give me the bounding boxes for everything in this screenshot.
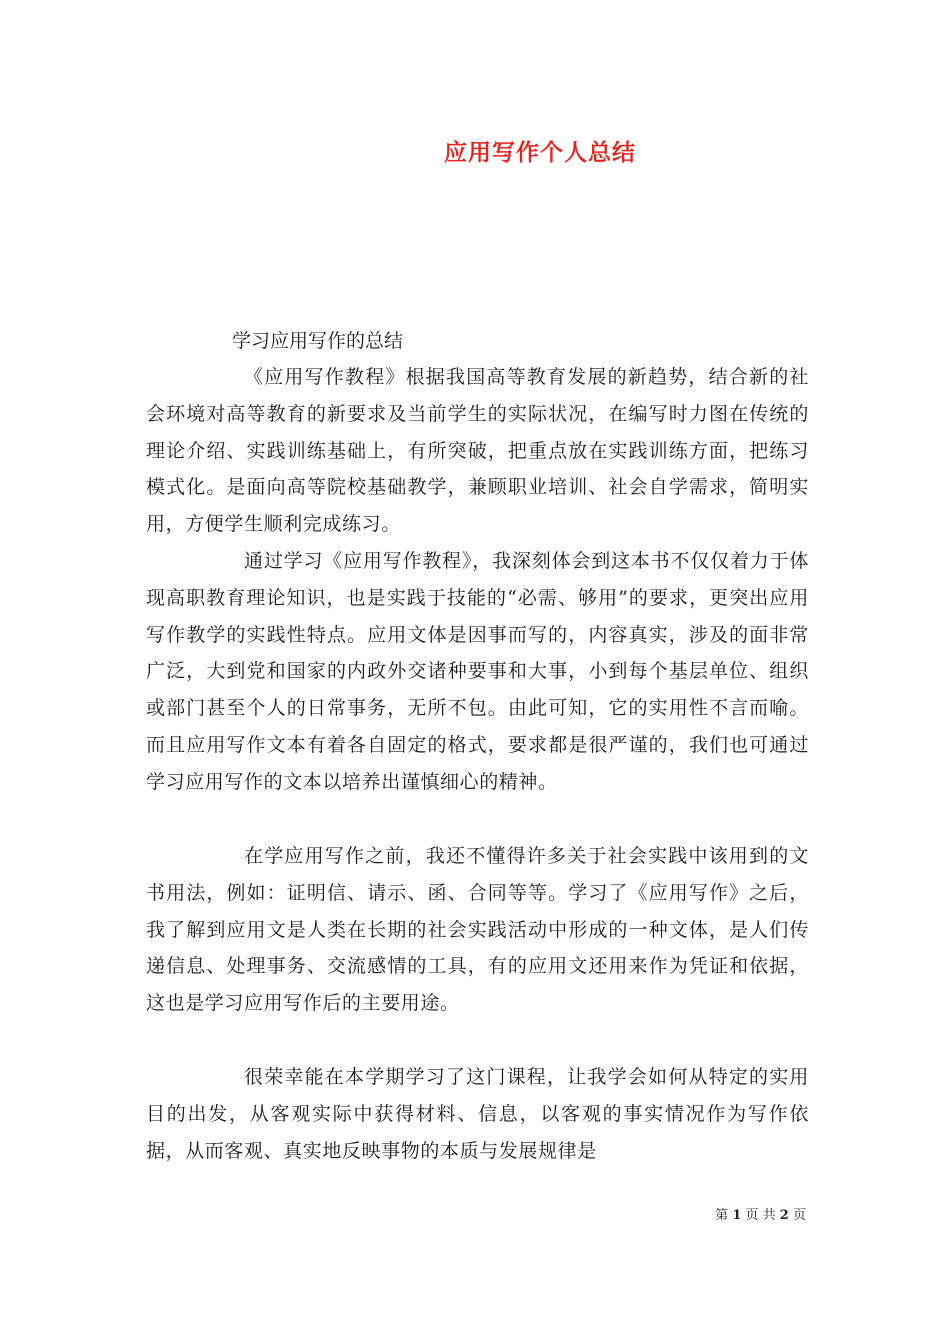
footer-current-page: 1 <box>732 1208 742 1223</box>
page-title: 应用写作个人总结 <box>444 139 636 166</box>
footer-middle: 页 共 <box>745 1208 776 1223</box>
footer-suffix: 页 <box>792 1208 806 1223</box>
paragraph-4: 很荣幸能在本学期学习了这门课程，让我学会如何从特定的实用目的出发，从客观实际中获得材料、信息，以客观的事实情况作为写作依据，从而客观、真实地反映事物的本质与发展规律是 <box>146 1066 809 1162</box>
paragraph-2: 通过学习《应用写作教程》，我深刻体会到这本书不仅仅着力于体现高职教育理论知识，也是实践于技能的“必需、够用”的要求，更突出应用写作教学的实践性特点。应用文体是因事而写的，内容真实，涉及的面非常广泛，大到党和国家的内政外交诸种要事和大事，小到每个基层单位、组织或部门甚至个人的日常事务，无所不包。由此可知，它的实用性不言而喻。而且应用写作文本有着各自固定的格式，要求都是很严谨的，我们也可通过学习应用写作的文本以培养出谨慎细心的精神。 <box>146 550 809 793</box>
paragraph-1: 《应用写作教程》根据我国高等教育发展的新趋势，结合新的社会环境对高等教育的新要求及当前学生的实际状况，在编写时力图在传统的理论介绍、实践训练基础上，有所突破，把重点放在实践训练方面，把练习模式化。是面向高等院校基础教学，兼顾职业培训、社会自学需求，简明实用，方便学生顺利完成练习。 <box>146 366 809 536</box>
footer-prefix: 第 <box>715 1208 729 1223</box>
paragraph-3: 在学应用写作之前，我还不懂得许多关于社会实践中该用到的文书用法，例如：证明信、请示、函、合同等等。学习了《应用写作》之后，我了解到应用文是人类在长期的社会实践活动中形成的一种文体，是人们传递信息、处理事务、交流感情的工具，有的应用文还用来作为凭证和依据，这也是学习应用写作后的主要用途。 <box>146 845 809 1015</box>
footer-total-pages: 2 <box>779 1208 789 1223</box>
document-subtitle: 学习应用写作的总结 <box>232 330 404 352</box>
page-footer <box>715 1204 806 1223</box>
